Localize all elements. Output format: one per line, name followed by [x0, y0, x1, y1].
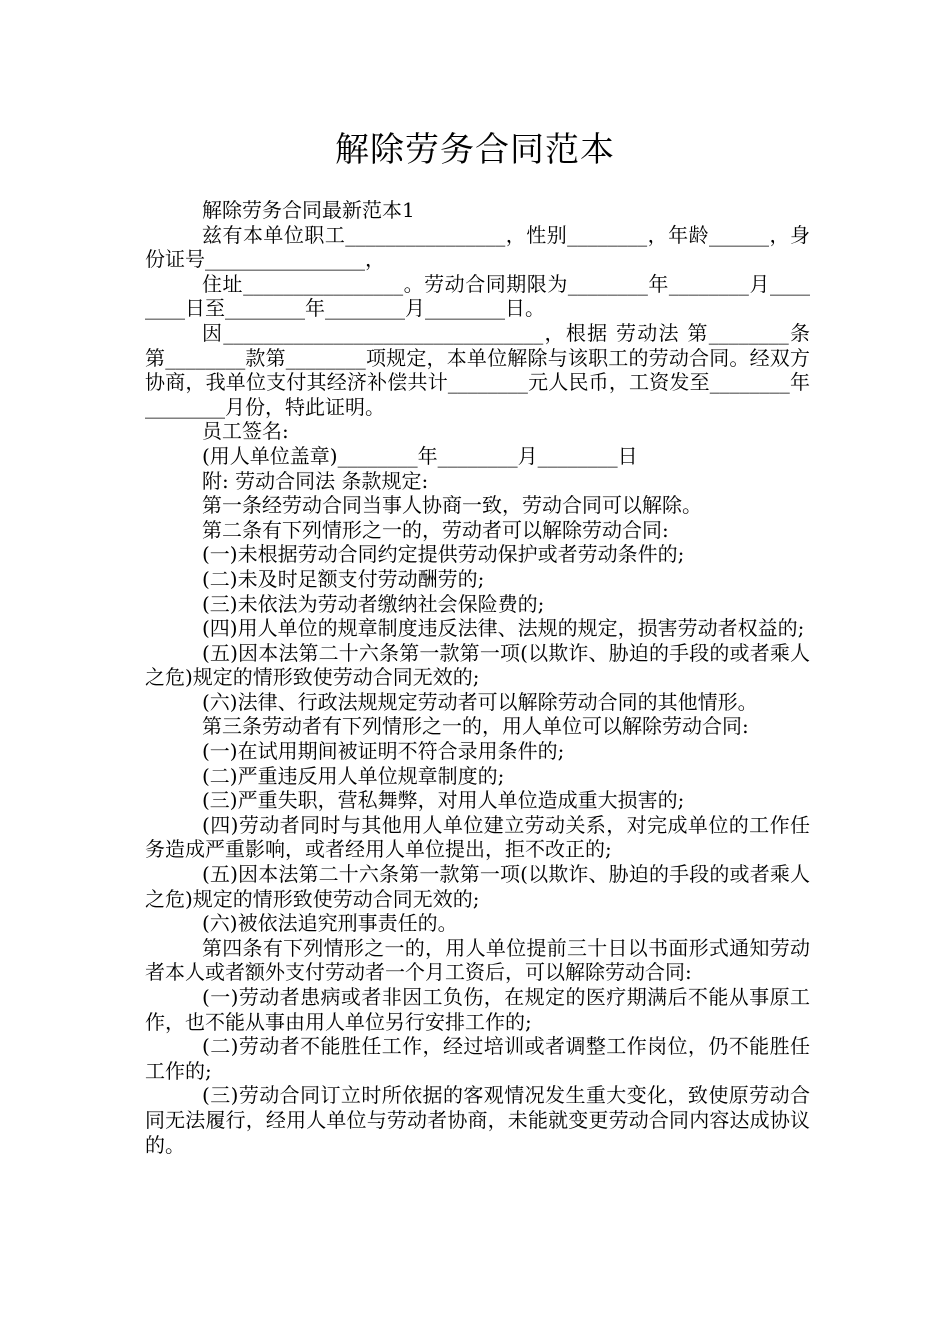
paragraph: (一)劳动者患病或者非因工负伤，在规定的医疗期满后不能从事原工作，也不能从事由用人单位另行安排工作的; — [145, 985, 810, 1034]
paragraph: (五)因本法第二十六条第一款第一项(以欺诈、胁迫的手段的或者乘人之危)规定的情形致使劳动合同无效的; — [145, 640, 810, 690]
paragraph: (五)因本法第二十六条第一款第一项(以欺诈、胁迫的手段的或者乘人之危)规定的情形致使劳动合同无效的; — [145, 862, 810, 911]
paragraph: (三)未依法为劳动者缴纳社会保险费的; — [202, 591, 545, 616]
paragraph: (三)严重失职，营私舞弊，对用人单位造成重大损害的; — [202, 788, 685, 813]
paragraph: (一)在试用期间被证明不符合录用条件的; — [202, 739, 565, 764]
paragraph: (六)被依法追究刑事责任的。 — [202, 911, 458, 936]
paragraph: (二)严重违反用人单位规章制度的; — [202, 763, 505, 788]
paragraph: 第三条劳动者有下列情形之一的，用人单位可以解除劳动合同: — [202, 714, 749, 739]
paragraph: 因________________________________，根据 劳动法 第________条第________款第________项规定，本单位解除与该职工的劳动合同。经双方协商，我单位支付其经济补偿共计________元人民币，工资发至________年________月份，特此证明。 — [145, 320, 810, 419]
paragraph: 第四条有下列情形之一的，用人单位提前三十日以书面形式通知劳动者本人或者额外支付劳动者一个月工资后，可以解除劳动合同: — [145, 935, 810, 985]
paragraph: (二)劳动者不能胜任工作，经过培训或者调整工作岗位，仍不能胜任工作的; — [145, 1034, 810, 1083]
paragraph: (四)劳动者同时与其他用人单位建立劳动关系，对完成单位的工作任务造成严重影响，或者经用人单位提出，拒不改正的; — [145, 812, 810, 862]
paragraph: (三)劳动合同订立时所依据的客观情况发生重大变化，致使原劳动合同无法履行，经用人单位与劳动者协商，未能就变更劳动合同内容达成协议的。 — [145, 1083, 810, 1157]
paragraph: 住址________________。劳动合同期限为________年________月________日至________年________月________日。 — [145, 271, 810, 321]
paragraph: 兹有本单位职工________________，性别________，年龄______，身份证号________________， — [145, 222, 810, 272]
paragraph: 第二条有下列情形之一的，劳动者可以解除劳动合同: — [202, 517, 669, 542]
document-body — [145, 198, 810, 1157]
paragraph: 第一条经劳动合同当事人协商一致，劳动合同可以解除。 — [202, 493, 702, 518]
paragraph: 员工签名: — [202, 419, 289, 444]
paragraph: 解除劳务合同最新范本1 — [202, 198, 415, 222]
document-title: 解除劳务合同范本 — [335, 130, 615, 170]
paragraph: (六)法律、行政法规规定劳动者可以解除劳动合同的其他情形。 — [202, 689, 758, 714]
paragraph: (四)用人单位的规章制度违反法律、法规的规定，损害劳动者权益的; — [202, 616, 805, 641]
paragraph: (用人单位盖章)________年________月________日 — [202, 443, 638, 468]
paragraph: 附: 劳动合同法 条款规定: — [202, 468, 429, 493]
paragraph: (二)未及时足额支付劳动酬劳的; — [202, 566, 485, 591]
paragraph: (一)未根据劳动合同约定提供劳动保护或者劳动条件的; — [202, 542, 685, 567]
